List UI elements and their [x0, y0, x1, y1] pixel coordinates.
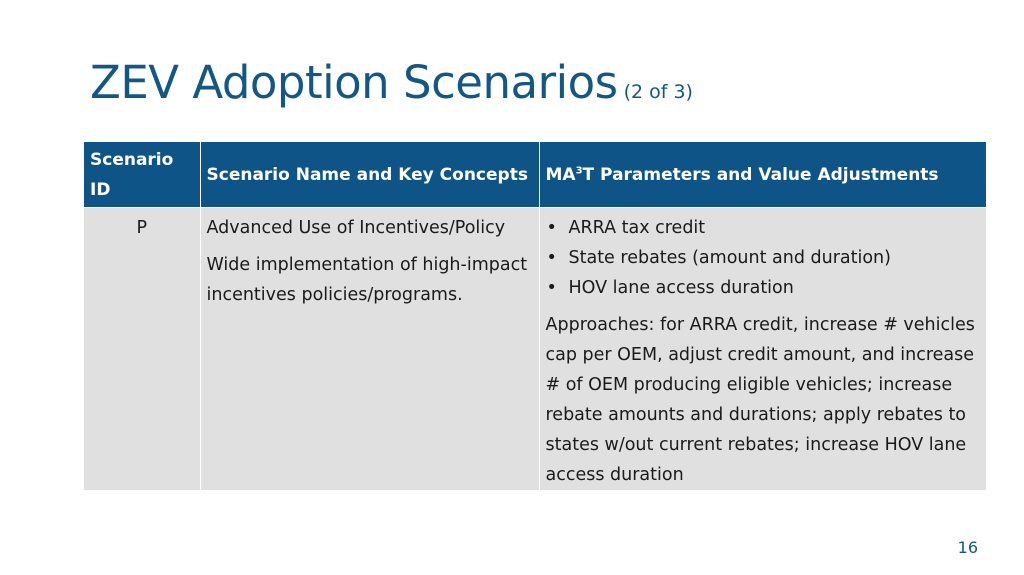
scenario-name-cell — [200, 208, 539, 491]
parameters-cell — [539, 208, 986, 491]
scenario-id-cell: P — [84, 208, 200, 491]
table-header-row — [84, 142, 986, 208]
list-item: • State rebates (amount and duration) — [546, 243, 981, 273]
page-number: 16 — [957, 538, 978, 557]
slide-subtitle: (2 of 3) — [623, 81, 693, 103]
parameter-list — [546, 213, 981, 303]
header-parameters-suffix: T Parameters and Value Adjustments — [582, 165, 939, 185]
scenario-table — [84, 142, 986, 490]
scenario-name: Advanced Use of Incentives/Policy — [206, 218, 506, 238]
list-item: • HOV lane access duration — [546, 273, 981, 303]
header-parameters-superscript: 3 — [575, 165, 583, 177]
scenario-concept: Wide implementation of high-impact incentives policies/programs. — [206, 255, 528, 305]
approaches-text: Approaches: for ARRA credit, increase # vehicles cap per OEM, adjust credit amount, and increase # of OEM producing eligible vehicles; increase rebate amounts and durations; apply rebates to states w/out current rebates; increase HOV lane access duration — [545, 315, 975, 485]
list-item: • ARRA tax credit — [546, 213, 981, 243]
slide-title-text: ZEV Adoption Scenarios — [90, 56, 618, 109]
header-parameters — [539, 142, 986, 208]
header-parameters-prefix: MA — [545, 165, 576, 185]
header-scenario-id: Scenario ID — [84, 142, 200, 208]
table-row — [84, 208, 986, 491]
slide-title — [90, 56, 693, 109]
header-scenario-name: Scenario Name and Key Concepts — [200, 142, 539, 208]
